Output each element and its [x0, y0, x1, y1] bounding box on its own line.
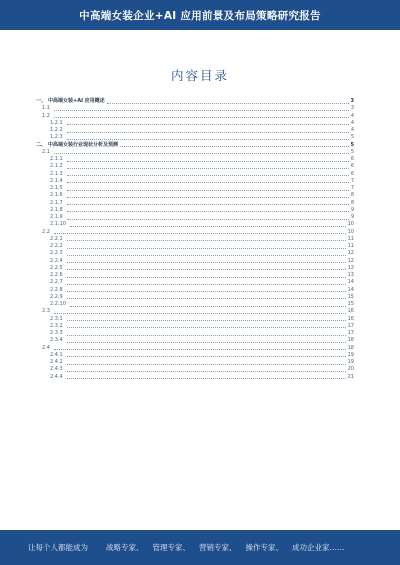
toc-entry-page: 21 [347, 373, 354, 380]
toc-entry-number: 2.2 [42, 228, 50, 235]
toc-entry[interactable] [36, 366, 354, 373]
toc-entry-number: 2.1.8 [50, 206, 63, 213]
toc-entry[interactable] [36, 120, 354, 127]
toc-entry-page: 15 [347, 293, 354, 300]
toc-entry[interactable] [36, 113, 354, 120]
toc-entry[interactable] [36, 352, 354, 359]
toc-leader-dots [67, 182, 349, 183]
toc-entry-title: 中高端女装行业现状分析及预测 [48, 141, 119, 148]
toc-entry-page: 17 [347, 330, 354, 336]
toc-entry[interactable] [36, 200, 354, 207]
toc-leader-dots [67, 248, 346, 249]
toc-entry[interactable] [36, 287, 354, 294]
footer-role: 营销专家、 [199, 543, 237, 552]
toc-entry-number: 二、 [36, 141, 47, 148]
toc-leader-dots [54, 110, 349, 111]
toc-entry-page: 3 [350, 98, 354, 104]
footer-role: 成功企业家…… [292, 543, 345, 552]
toc-entry-page: 15 [347, 301, 354, 307]
toc-leader-dots [67, 371, 346, 372]
toc-entry[interactable] [36, 323, 354, 330]
toc-entry-page: 6 [350, 170, 354, 177]
toc-leader-dots [67, 364, 346, 365]
toc-entry-page: 16 [347, 308, 354, 315]
footer-role: 操作专家、 [245, 543, 283, 552]
toc-entry-number: 2.2.3 [50, 250, 63, 257]
toc-entry-page: 16 [347, 315, 354, 322]
toc-entry[interactable] [36, 294, 354, 301]
toc-entry-page: 9 [350, 206, 354, 213]
toc-entry-number: 1.2.2 [50, 127, 63, 133]
toc-entry-page: 11 [347, 235, 354, 242]
toc-entry-number: 2.1.2 [50, 163, 63, 170]
toc-entry[interactable] [36, 359, 354, 366]
toc-leader-dots [67, 255, 346, 256]
toc-leader-dots [54, 313, 346, 314]
toc-entry[interactable] [36, 301, 354, 308]
toc-leader-dots [67, 269, 346, 270]
toc-entry-page: 10 [347, 221, 354, 228]
toc-entry[interactable] [36, 98, 354, 105]
toc-leader-dots [67, 139, 349, 140]
toc-entry-page: 13 [347, 264, 354, 271]
toc-entry-number: 2.2.6 [50, 272, 63, 278]
toc-entry-number: 2.2.5 [50, 264, 63, 271]
toc-entry-number: 1.2.1 [50, 119, 63, 126]
toc-entry-page: 11 [347, 243, 354, 249]
toc-entry[interactable] [36, 105, 354, 112]
toc-entry[interactable] [36, 316, 354, 323]
toc-entry-number: 2.1.1 [50, 156, 63, 162]
toc-leader-dots [67, 284, 346, 285]
toc-leader-dots [67, 291, 346, 292]
toc-leader-dots [70, 226, 346, 227]
report-title: 中高端女装企业+AI 应用前景及布局策略研究报告 [79, 9, 321, 22]
toc-entry-number: 2.1.7 [50, 199, 63, 206]
toc-entry-number: 2.3.3 [50, 330, 63, 336]
toc-entry-number: 2.2.7 [50, 279, 63, 286]
toc-entry-page: 5 [350, 141, 354, 148]
toc-entry-page: 6 [350, 156, 354, 162]
table-of-contents [36, 98, 354, 381]
toc-entry-page: 5 [350, 148, 354, 155]
toc-entry-number: 2.1.4 [50, 177, 63, 184]
toc-entry-number: 2.1.10 [50, 221, 66, 228]
toc-entry[interactable] [36, 221, 354, 228]
toc-entry-number: 2.3.1 [50, 315, 63, 322]
toc-entry-number: 2.2.4 [50, 257, 63, 264]
toc-leader-dots [70, 306, 346, 307]
toc-leader-dots [54, 117, 349, 118]
toc-leader-dots [107, 103, 349, 104]
toc-entry[interactable] [36, 272, 354, 279]
toc-entry-page: 8 [350, 199, 354, 206]
toc-entry[interactable] [36, 236, 354, 243]
toc-entry-page: 18 [347, 344, 354, 351]
toc-leader-dots [54, 349, 346, 350]
toc-entry-number: 2.1.5 [50, 185, 63, 191]
toc-entry[interactable] [36, 171, 354, 178]
toc-entry-page: 18 [347, 337, 354, 344]
toc-leader-dots [120, 146, 348, 147]
toc-entry-page: 5 [350, 134, 354, 141]
footer-roles [106, 542, 345, 553]
toc-entry-page: 12 [347, 257, 354, 264]
toc-entry[interactable] [36, 258, 354, 265]
toc-entry[interactable] [36, 192, 354, 199]
toc-entry-number: 2.1.9 [50, 214, 63, 220]
toc-entry-page: 4 [350, 112, 354, 119]
toc-leader-dots [67, 124, 349, 125]
toc-entry-page: 7 [350, 177, 354, 184]
toc-entry-page: 13 [347, 272, 354, 278]
toc-entry-page: 19 [347, 351, 354, 358]
toc-entry-number: 2.1.6 [50, 192, 63, 199]
toc-entry-number: 1.2 [42, 112, 50, 119]
toc-entry-number: 2.3.4 [50, 337, 63, 344]
toc-leader-dots [67, 132, 349, 133]
toc-leader-dots [67, 197, 349, 198]
header-bar [0, 0, 400, 30]
toc-entry-page: 17 [347, 322, 354, 329]
toc-entry[interactable] [36, 229, 354, 236]
toc-leader-dots [67, 168, 349, 169]
toc-leader-dots [54, 153, 349, 154]
toc-entry-page: 9 [350, 214, 354, 220]
toc-leader-dots [67, 190, 349, 191]
toc-entry-number: 2.2.9 [50, 293, 63, 300]
toc-leader-dots [67, 161, 349, 162]
toc-entry-page: 6 [350, 163, 354, 170]
toc-entry[interactable] [36, 308, 354, 315]
toc-entry-number: 2.2.2 [50, 243, 63, 249]
toc-entry-number: 2.2.1 [50, 235, 63, 242]
toc-leader-dots [67, 175, 349, 176]
toc-entry-page: 4 [350, 127, 354, 133]
footer-role: 战略专家、 [106, 543, 144, 552]
toc-entry-page: 7 [350, 185, 354, 191]
toc-entry[interactable] [36, 127, 354, 134]
toc-entry[interactable] [36, 142, 354, 149]
toc-entry[interactable] [36, 330, 354, 337]
toc-entry[interactable] [36, 279, 354, 286]
toc-entry-page: 10 [347, 228, 354, 235]
toc-leader-dots [67, 219, 349, 220]
toc-entry-number: 一、 [36, 98, 47, 104]
toc-entry-number: 2.2.8 [50, 286, 63, 293]
footer-role: 管理专家、 [152, 543, 190, 552]
toc-entry[interactable] [36, 345, 354, 352]
toc-leader-dots [67, 204, 349, 205]
footer-slogan: 让每个人都能成为 [28, 543, 88, 552]
toc-entry-number: 2.2.10 [50, 301, 66, 307]
toc-entry[interactable] [36, 337, 354, 344]
toc-entry-page: 14 [347, 279, 354, 286]
toc-entry[interactable] [36, 243, 354, 250]
toc-entry-page: 4 [350, 119, 354, 126]
toc-entry[interactable] [36, 163, 354, 170]
toc-leader-dots [67, 356, 346, 357]
toc-entry[interactable] [36, 156, 354, 163]
toc-heading: 内容目录 [170, 68, 229, 83]
toc-entry-number: 2.4.2 [50, 359, 63, 365]
toc-entry-page: 19 [347, 359, 354, 365]
toc-leader-dots [67, 277, 346, 278]
toc-entry-number: 2.4 [42, 344, 50, 351]
toc-leader-dots [67, 342, 346, 343]
toc-entry-page: 14 [347, 286, 354, 293]
toc-entry-page: 20 [347, 366, 354, 373]
toc-entry-number: 2.3 [42, 308, 50, 315]
toc-entry-number: 2.3.2 [50, 322, 63, 329]
footer-bar [0, 530, 400, 565]
toc-entry-page: 8 [350, 192, 354, 199]
toc-entry[interactable] [36, 214, 354, 221]
toc-entry[interactable] [36, 149, 354, 156]
toc-entry-page: 3 [350, 105, 354, 112]
toc-entry[interactable] [36, 178, 354, 185]
toc-entry-number: 2.1.3 [50, 170, 63, 177]
toc-leader-dots [67, 335, 346, 336]
toc-entry-number: 2.1 [42, 148, 50, 155]
toc-leader-dots [67, 298, 346, 299]
toc-entry[interactable] [36, 250, 354, 257]
toc-entry[interactable] [36, 185, 354, 192]
toc-entry[interactable] [36, 207, 354, 214]
toc-entry-number: 2.4.3 [50, 366, 63, 373]
toc-entry[interactable] [36, 134, 354, 141]
toc-entry-page: 12 [347, 250, 354, 257]
toc-entry-title: 中高端女装+AI 应用概述 [48, 98, 105, 104]
toc-leader-dots [67, 378, 346, 379]
toc-entry[interactable] [36, 374, 354, 381]
toc-entry-number: 1.2.3 [50, 134, 63, 141]
toc-leader-dots [67, 211, 349, 212]
toc-leader-dots [54, 233, 346, 234]
toc-leader-dots [67, 240, 346, 241]
toc-leader-dots [67, 320, 346, 321]
toc-entry[interactable] [36, 265, 354, 272]
toc-leader-dots [67, 262, 346, 263]
toc-leader-dots [67, 327, 346, 328]
toc-entry-number: 1.1 [42, 105, 50, 112]
toc-entry-number: 2.4.1 [50, 351, 63, 358]
toc-entry-number: 2.4.4 [50, 373, 63, 380]
